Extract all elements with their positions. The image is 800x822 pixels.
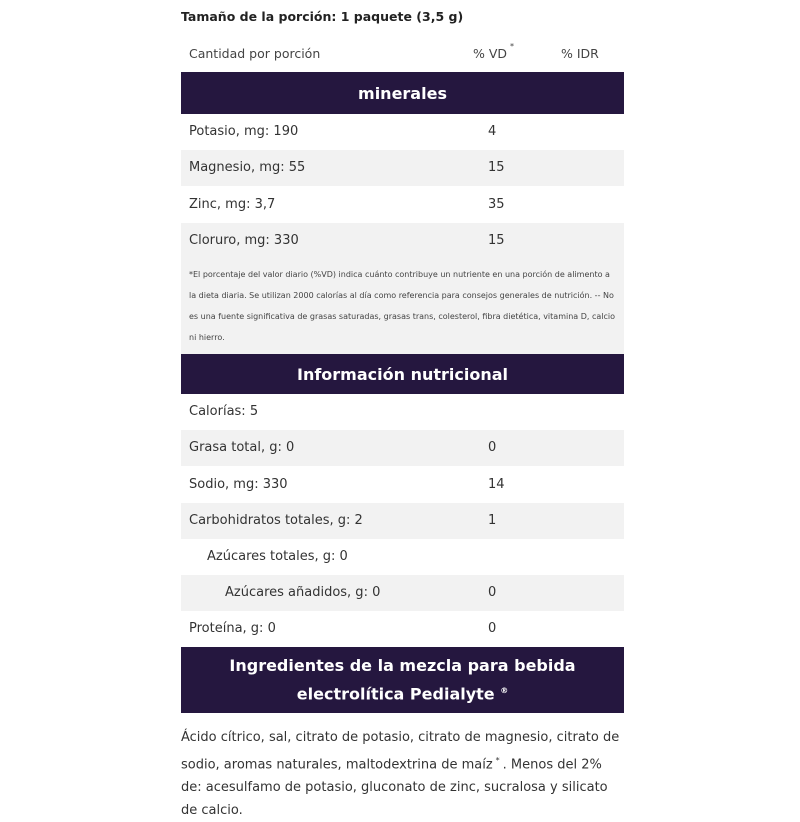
table-row (181, 394, 624, 430)
row-label: Proteína, g: 0 (189, 621, 276, 636)
table-row (181, 187, 624, 223)
ingredients-text: Ácido cítrico, sal, citrato de potasio, citrato de magnesio, citrato de sodio, aromas naturales, maltodextrina de maíz * . Menos del 2% de: acesulfamo de potasio, gluconato de zinc, sucralosa y silicato de calcio. (181, 730, 620, 819)
table-row (181, 150, 624, 186)
row-label: Cloruro, mg: 330 (189, 233, 299, 248)
row-dv: 4 (488, 124, 497, 139)
ingredients-header (181, 647, 624, 713)
row-dv: 0 (488, 585, 497, 600)
registered-mark: ® (500, 686, 509, 696)
row-label: Sodio, mg: 330 (189, 477, 288, 492)
nutrition-header: Información nutricional (181, 354, 624, 394)
row-label: Azúcares totales, g: 0 (207, 549, 348, 564)
row-label: Potasio, mg: 190 (189, 124, 299, 139)
table-row (181, 223, 624, 259)
dv-footnote: *El porcentaje del valor diario (%VD) indica cuánto contribuye un nutriente en una porción de alimento a la dieta diaria. Se utilizan 2000 calorías al día como referencia para consejos generales de nutrición. -- No es una fuente significativa de grasas saturadas, grasas trans, colesterol, fibra dietética, vitamina D, calcio ni hierro. (181, 259, 624, 354)
table-row (181, 467, 624, 503)
table-row (181, 114, 624, 150)
row-label: Zinc, mg: 3,7 (189, 197, 276, 212)
idr-column-label: % IDR (561, 46, 599, 61)
column-header (181, 38, 624, 72)
row-dv: 14 (488, 477, 505, 492)
dv-mark: * (510, 42, 515, 51)
row-dv: 35 (488, 197, 505, 212)
row-label: Carbohidratos totales, g: 2 (189, 513, 363, 528)
table-row (181, 503, 624, 539)
ingredients-title-line1: Ingredientes de la mezcla para bebida (229, 656, 576, 676)
ingredients-title-line2: electrolítica Pedialyte ® (296, 684, 509, 704)
table-row (181, 611, 624, 647)
row-label: Azúcares añadidos, g: 0 (225, 585, 381, 600)
row-dv: 1 (488, 513, 497, 528)
dv-column-label: % VD * (473, 42, 515, 62)
row-label: Calorías: 5 (189, 404, 259, 419)
row-label: Grasa total, g: 0 (189, 440, 295, 455)
table-row (181, 539, 624, 575)
row-dv: 0 (488, 621, 497, 636)
serving-size: Tamaño de la porción: 1 paquete (3,5 g) (181, 9, 464, 24)
row-dv: 15 (488, 233, 505, 248)
table-row (181, 430, 624, 466)
row-dv: 0 (488, 440, 497, 455)
amount-column-label: Cantidad por porción (189, 46, 321, 61)
row-label: Magnesio, mg: 55 (189, 160, 306, 175)
minerals-header: minerales (181, 72, 624, 114)
table-row (181, 575, 624, 611)
ingredients-mark: * (495, 756, 500, 765)
row-dv: 15 (488, 160, 505, 175)
